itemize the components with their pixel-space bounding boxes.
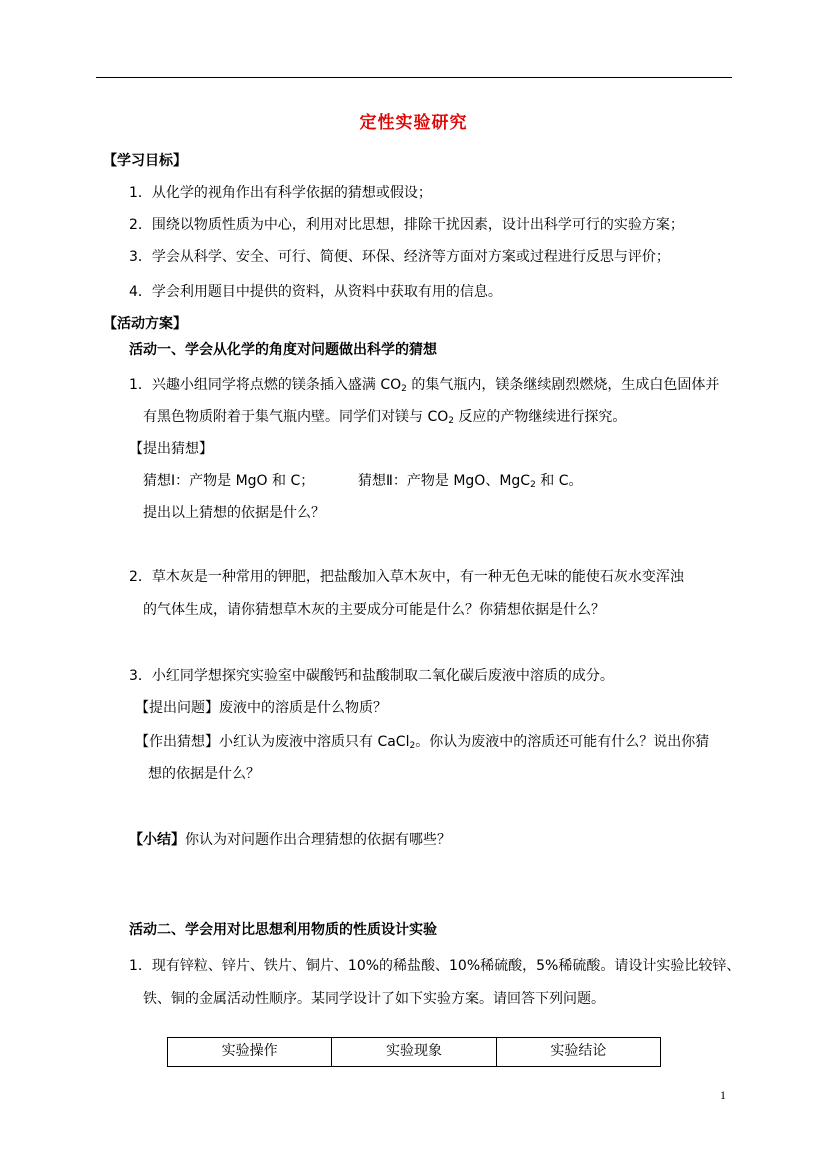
a1-q2-line2: 的气体生成，请你猜想草木灰的主要成分可能是什么？你猜想依据是什么？ <box>143 602 605 618</box>
goals-heading: 【学习目标】 <box>103 153 187 169</box>
plan-heading: 【活动方案】 <box>103 316 187 332</box>
header-operation: 实验操作 <box>168 1038 332 1067</box>
a1-q3-guess: 【作出猜想】小红认为废液中溶质只有 CaCl$_2$。你认为废液中的溶质还可能有什么？说出你猜 <box>135 734 710 751</box>
a1-q1-question: 提出以上猜想的依据是什么？ <box>143 505 325 521</box>
a2-q1-line1: 1．现有锌粒、锌片、铁片、铜片、10%的稀盐酸、10%稀硫酸，5%稀硫酸。请设计实验比较锌、 <box>129 958 741 974</box>
a1-q3-line1: 3．小红同学想探究实验室中碳酸钙和盐酸制取二氧化碳后废液中溶质的成分。 <box>129 668 614 684</box>
goal-item-1: 1．从化学的视角作出有科学依据的猜想或假设； <box>129 185 432 201</box>
header-phenomenon: 实验现象 <box>332 1038 496 1067</box>
header-conclusion: 实验结论 <box>496 1038 660 1067</box>
a1-q3-line3: 想的依据是什么？ <box>148 766 260 782</box>
activity1-title: 活动一、学会从化学的角度对问题做出科学的猜想 <box>129 342 437 358</box>
header-rule <box>96 77 732 78</box>
a1-q1-line1: 1．兴趣小组同学将点燃的镁条插入盛满 $CO_2$ 的集气瓶内，镁条继续剧烈燃烧，生成白色固体并 <box>129 377 720 394</box>
goal-item-3: 3．学会从科学、安全、可行、简便、环保、经济等方面对方案或过程进行反思与评价； <box>129 249 670 265</box>
goal-item-2: 2．围绕以物质性质为中心，利用对比思想，排除干扰因素，设计出科学可行的实验方案； <box>129 217 684 233</box>
table-row <box>168 1038 661 1067</box>
a1-q1-guess2: 猜想Ⅱ：产物是 MgO、MgC$_2$ 和 C。 <box>358 473 583 490</box>
a2-q1-line2: 铁、铜的金属活动性顺序。某同学设计了如下实验方案。请回答下列问题。 <box>143 991 605 1007</box>
a1-q1-guess1: 猜想Ⅰ：产物是 MgO 和 C； <box>143 473 315 489</box>
a1-q3-question: 【提出问题】废液中的溶质是什么物质？ <box>135 700 387 716</box>
page-title: 定性实验研究 <box>359 113 468 133</box>
experiment-table <box>167 1037 661 1067</box>
activity2-title: 活动二、学会用对比思想利用物质的性质设计实验 <box>129 922 437 938</box>
a1-q1-tag: 【提出猜想】 <box>129 441 213 457</box>
a1-q2-line1: 2．草木灰是一种常用的钾肥，把盐酸加入草木灰中，有一种无色无味的能使石灰水变浑浊 <box>129 569 684 585</box>
a1-summary: 【小结】你认为对问题作出合理猜想的依据有哪些？ <box>129 832 451 848</box>
goal-item-4: 4．学会利用题目中提供的资料，从资料中获取有用的信息。 <box>129 284 502 300</box>
page-number: 1 <box>720 1088 726 1102</box>
a1-q1-line2: 有黑色物质附着于集气瓶内壁。同学们对镁与 $CO_2$ 反应的产物继续进行探究。 <box>143 409 627 426</box>
